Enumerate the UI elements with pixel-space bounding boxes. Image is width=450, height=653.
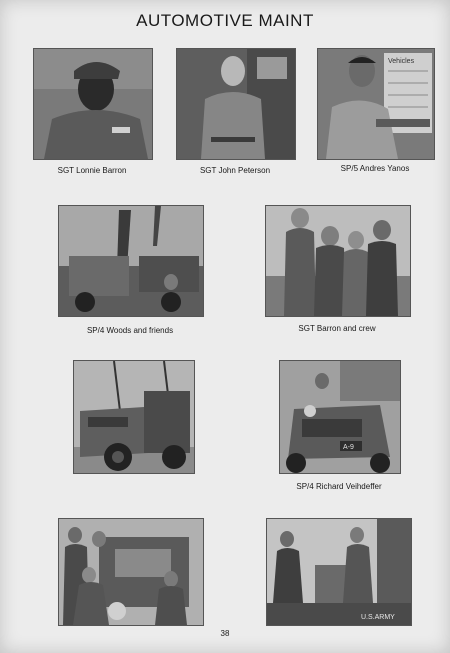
us-army-text: U.S.ARMY xyxy=(361,614,395,621)
photo-caption: SP/4 Richard Veihdeffer xyxy=(296,482,382,491)
bumper-text: A-9 xyxy=(343,444,354,451)
photo-barron-and-crew xyxy=(265,205,411,317)
page-number: 38 xyxy=(220,629,230,638)
photo-lonnie-barron xyxy=(33,48,153,160)
photo-andres-yanos xyxy=(317,48,435,160)
photo-richard-veihdeffer xyxy=(279,360,401,474)
photo-john-peterson xyxy=(176,48,296,160)
photo-woods-and-friends xyxy=(58,205,204,317)
photo-caption: SGT John Peterson xyxy=(199,166,271,175)
photo-caption: SGT Barron and crew xyxy=(298,324,376,333)
photo-caption: SP/4 Woods and friends xyxy=(86,326,174,335)
photo-truck xyxy=(73,360,195,474)
page-title: AUTOMOTIVE MAINT xyxy=(136,11,314,30)
vehicles-sign-text: Vehicles xyxy=(388,58,415,65)
photo-truck-group xyxy=(58,518,204,626)
photo-caption: SP/5 Andres Yanos xyxy=(340,164,410,173)
photo-truck-crew xyxy=(266,518,412,626)
photo-caption: SGT Lonnie Barron xyxy=(57,166,127,175)
